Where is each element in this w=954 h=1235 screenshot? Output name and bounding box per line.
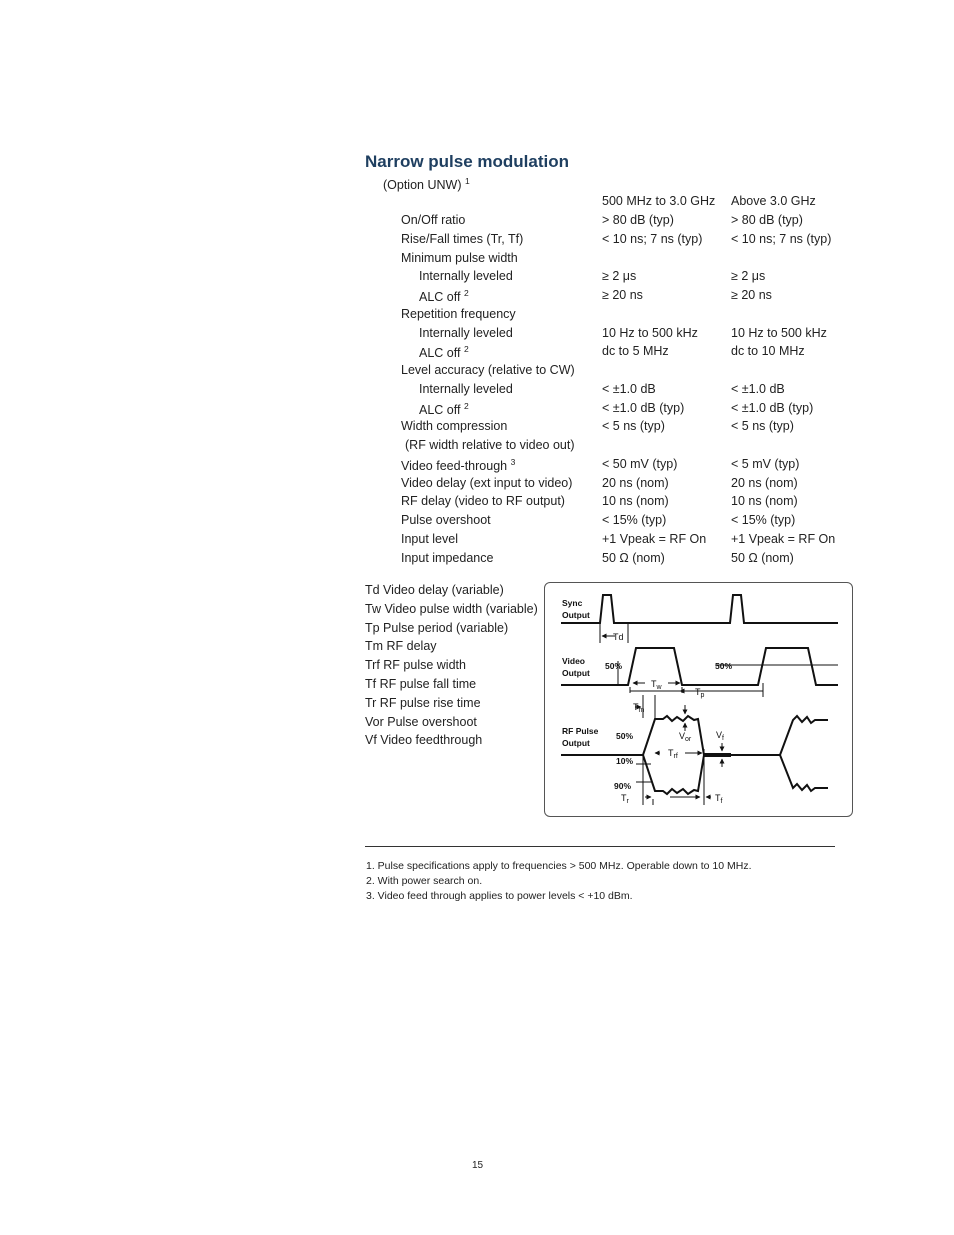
spec-value-high-band: dc to 10 MHz — [731, 344, 805, 359]
footnote-item: 2. With power search on. — [366, 875, 483, 887]
vor-label: $V_{or}$ — [679, 731, 692, 743]
timing-diagram-svg — [545, 583, 854, 818]
rf-waveform-upper-2 — [780, 716, 828, 755]
legend-item: Tm RF delay — [365, 639, 437, 654]
section-title: Narrow pulse modulation — [365, 152, 570, 171]
spec-label — [401, 551, 493, 565]
rf-label-line2: Output — [562, 738, 590, 748]
spec-label — [419, 269, 513, 283]
legend-item: Vor Pulse overshoot — [365, 714, 477, 729]
spec-value-low-band: < ±1.0 dB — [602, 381, 656, 396]
spec-label-text: Video delay (ext input to video) — [401, 475, 573, 490]
footnote-item: 3. Video feed through applies to power levels < +10 dBm. — [366, 890, 633, 902]
spec-label — [401, 532, 458, 546]
spec-label-text: Width compression — [401, 419, 508, 434]
spec-label — [401, 232, 523, 246]
spec-label-text: Input impedance — [401, 550, 494, 565]
rf-50pct-label: 50% — [616, 731, 634, 741]
spec-label — [401, 213, 465, 227]
spec-value-low-band: 10 ns (nom) — [602, 494, 669, 509]
video-50pct-label-2: 50% — [715, 661, 733, 671]
rf-label-line1: RF Pulse — [562, 726, 599, 736]
option-text: (Option UNW) — [383, 178, 462, 192]
spec-label — [419, 382, 513, 396]
legend-item: Tp Pulse period (variable) — [365, 620, 509, 635]
spec-label-text: Input level — [401, 531, 458, 546]
td-label: Td — [613, 632, 624, 642]
legend-item: Trf RF pulse width — [365, 658, 466, 673]
spec-value-high-band: < 15% (typ) — [731, 513, 796, 527]
column-header-low-band: 500 MHz to 3.0 GHz — [602, 194, 716, 208]
spec-label — [401, 419, 507, 433]
sync-waveform — [561, 595, 838, 623]
vf-label: $V_f$ — [716, 730, 724, 742]
rf-waveform-lower-2 — [780, 755, 828, 791]
spec-value-low-band: > 80 dB (typ) — [602, 213, 674, 227]
spec-label-text: Internally leveled — [419, 325, 513, 340]
spec-label — [419, 401, 469, 417]
spec-label-text: Rise/Fall times (Tr, Tf) — [401, 231, 524, 246]
tf-label: $T_f$ — [715, 793, 723, 805]
spec-label — [401, 513, 491, 527]
spec-label-text: Internally leveled — [419, 269, 513, 284]
spec-value-high-band: 10 Hz to 500 kHz — [731, 325, 827, 340]
footnote-divider — [365, 846, 835, 847]
spec-value-low-band: < 50 mV (typ) — [602, 456, 678, 471]
spec-label — [419, 344, 469, 360]
rf-waveform-lower — [643, 755, 704, 794]
spec-label-text: Pulse overshoot — [401, 513, 491, 527]
spec-value-high-band: 10 ns (nom) — [731, 494, 798, 509]
option-label — [383, 176, 470, 192]
spec-value-low-band: ≥ 2 μs — [602, 269, 637, 284]
legend-item: Tw Video pulse width (variable) — [365, 601, 538, 616]
spec-value-low-band: 50 Ω (nom) — [602, 550, 665, 565]
spec-value-high-band: 50 Ω (nom) — [731, 550, 794, 565]
spec-label — [401, 307, 516, 321]
spec-value-high-band: +1 Vpeak = RF On — [731, 531, 836, 546]
footnote-item: 1. Pulse specifications apply to frequencies > 500 MHz. Operable down to 10 MHz. — [366, 860, 752, 872]
spec-label-text: Video feed-through — [401, 458, 508, 473]
tr-label: $T_r$ — [621, 793, 629, 805]
spec-label-text: Minimum pulse width — [401, 250, 518, 265]
tp-label: $T_p$ — [695, 687, 705, 699]
spec-label — [401, 494, 565, 508]
spec-label-text: On/Off ratio — [401, 213, 466, 227]
video-50pct-label: 50% — [605, 661, 623, 671]
footnotes — [366, 860, 752, 905]
legend-item: Tr RF pulse rise time — [365, 695, 481, 710]
spec-value-low-band: ≥ 20 ns — [602, 288, 643, 302]
spec-label — [405, 438, 575, 452]
spec-value-low-band: < 10 ns; 7 ns (typ) — [602, 231, 703, 246]
video-waveform — [561, 648, 838, 685]
spec-value-high-band: 20 ns (nom) — [731, 475, 798, 490]
footnote-ref: 2 — [463, 400, 469, 411]
sync-label-line2: Output — [562, 610, 590, 620]
timing-legend — [365, 583, 538, 752]
legend-item: Td Video delay (variable) — [365, 583, 504, 597]
spec-value-low-band: 10 Hz to 500 kHz — [602, 325, 698, 340]
spec-label-text: Level accuracy (relative to CW) — [401, 363, 575, 377]
trf-label: $T_{rf}$ — [668, 748, 678, 760]
tm-label: $T_m$ — [633, 702, 645, 714]
spec-value-high-band: < 10 ns; 7 ns (typ) — [731, 231, 832, 246]
page-number: 15 — [472, 1160, 484, 1171]
spec-label-text: Internally leveled — [419, 381, 513, 396]
spec-label-text: ALC off — [419, 290, 461, 304]
spec-value-high-band: > 80 dB (typ) — [731, 213, 803, 227]
footnote-ref: 1 — [464, 176, 470, 186]
spec-value-low-band: +1 Vpeak = RF On — [602, 531, 707, 546]
footnote-ref: 3 — [510, 456, 516, 467]
footnote-ref: 2 — [463, 344, 469, 355]
spec-value-high-band: < 5 ns (typ) — [731, 419, 794, 434]
spec-value-high-band: < 5 mV (typ) — [731, 456, 800, 471]
spec-value-high-band: < ±1.0 dB — [731, 381, 785, 396]
spec-value-high-band: ≥ 2 μs — [731, 269, 766, 284]
spec-value-low-band: dc to 5 MHz — [602, 344, 669, 359]
spec-label — [419, 288, 469, 304]
spec-label — [401, 251, 518, 265]
spec-label-text: Repetition frequency — [401, 306, 516, 321]
spec-value-low-band: < ±1.0 dB (typ) — [602, 400, 685, 415]
spec-value-low-band: < 5 ns (typ) — [602, 419, 665, 434]
tw-label: $T_w$ — [651, 679, 662, 691]
spec-label — [419, 326, 513, 340]
spec-value-high-band: ≥ 20 ns — [731, 288, 772, 302]
spec-label-text: ALC off — [419, 402, 461, 417]
spec-value-high-band: < ±1.0 dB (typ) — [731, 400, 814, 415]
column-header-high-band: Above 3.0 GHz — [731, 194, 816, 208]
video-label-line2: Output — [562, 668, 590, 678]
spec-value-low-band: 20 ns (nom) — [602, 475, 669, 490]
spec-value-low-band: < 15% (typ) — [602, 513, 667, 527]
spec-label-text: ALC off — [419, 346, 461, 361]
spec-label-text: RF delay (video to RF output) — [401, 494, 565, 509]
sync-label-line1: Sync — [562, 598, 583, 608]
pulse-timing-diagram — [544, 582, 853, 817]
video-label-line1: Video — [562, 656, 585, 666]
spec-label-text: (RF width relative to video out) — [405, 438, 575, 452]
rf-10pct-label: 10% — [616, 756, 634, 766]
footnote-ref: 2 — [463, 288, 469, 298]
spec-label — [401, 476, 572, 490]
rf-90pct-label: 90% — [614, 781, 632, 791]
legend-item: Tf RF pulse fall time — [365, 676, 477, 691]
legend-item: Vf Video feedthrough — [365, 733, 483, 748]
spec-label — [401, 457, 515, 473]
spec-label — [401, 363, 575, 377]
